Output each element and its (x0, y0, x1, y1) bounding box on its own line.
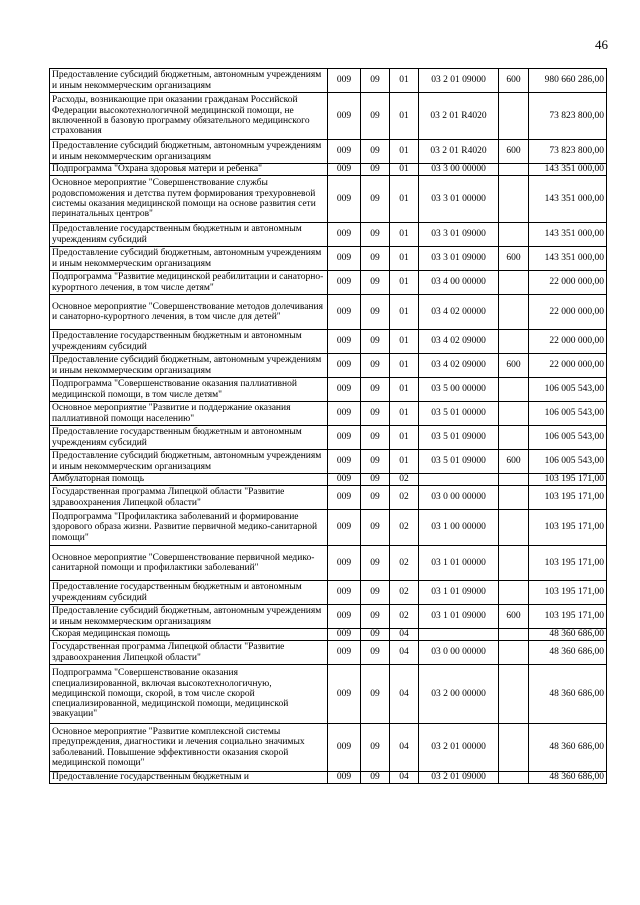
row-subsection: 01 (390, 378, 419, 402)
row-amount: 73 823 800,00 (529, 140, 607, 164)
row-name: Предоставление государственным бюджетным и автономным учреждениям субсидий (50, 223, 328, 247)
table-row (50, 581, 607, 605)
row-subsection: 01 (390, 354, 419, 378)
row-expense-type (499, 546, 529, 581)
row-section: 09 (361, 546, 390, 581)
table-row (50, 724, 607, 772)
row-ministry-code: 009 (328, 426, 361, 450)
row-name: Основное мероприятие "Развитие и поддержание оказания паллиативной помощи населению" (50, 402, 328, 426)
row-ministry-code: 009 (328, 450, 361, 474)
row-subsection: 01 (390, 402, 419, 426)
table-row (50, 772, 607, 784)
row-expense-type: 600 (499, 69, 529, 93)
row-ministry-code: 009 (328, 629, 361, 641)
row-amount: 143 351 000,00 (529, 223, 607, 247)
row-target-article: 03 5 01 00000 (419, 402, 499, 426)
row-target-article (419, 629, 499, 641)
row-expense-type (499, 629, 529, 641)
row-target-article: 03 2 01 R4020 (419, 140, 499, 164)
row-amount: 143 351 000,00 (529, 176, 607, 223)
row-amount: 48 360 686,00 (529, 724, 607, 772)
row-amount: 48 360 686,00 (529, 772, 607, 784)
row-subsection: 02 (390, 474, 419, 486)
row-subsection: 01 (390, 271, 419, 295)
row-name: Предоставление государственным бюджетным и автономным учреждениям субсидий (50, 330, 328, 354)
row-amount: 22 000 000,00 (529, 271, 607, 295)
row-target-article: 03 0 00 00000 (419, 641, 499, 665)
table-row (50, 295, 607, 330)
row-section: 09 (361, 605, 390, 629)
row-expense-type (499, 772, 529, 784)
row-ministry-code: 009 (328, 605, 361, 629)
row-amount: 22 000 000,00 (529, 330, 607, 354)
row-target-article: 03 3 01 09000 (419, 247, 499, 271)
row-target-article: 03 2 01 09000 (419, 69, 499, 93)
row-expense-type (499, 724, 529, 772)
row-amount: 22 000 000,00 (529, 354, 607, 378)
row-expense-type: 600 (499, 140, 529, 164)
row-subsection: 01 (390, 140, 419, 164)
row-target-article: 03 3 01 00000 (419, 176, 499, 223)
row-subsection: 01 (390, 93, 419, 140)
row-ministry-code: 009 (328, 330, 361, 354)
row-section: 09 (361, 176, 390, 223)
row-name: Подпрограмма "Совершенствование оказания паллиативной медицинской помощи, в том числе детям" (50, 378, 328, 402)
row-ministry-code: 009 (328, 665, 361, 724)
row-expense-type (499, 330, 529, 354)
row-target-article: 03 2 01 09000 (419, 772, 499, 784)
row-subsection: 04 (390, 772, 419, 784)
row-name: Подпрограмма "Развитие медицинской реабилитации и санаторно-курортного лечения, в том числе детям" (50, 271, 328, 295)
row-ministry-code: 009 (328, 378, 361, 402)
table-row (50, 510, 607, 546)
row-ministry-code: 009 (328, 581, 361, 605)
row-target-article: 03 4 02 09000 (419, 354, 499, 378)
row-subsection: 02 (390, 581, 419, 605)
row-ministry-code: 009 (328, 69, 361, 93)
row-ministry-code: 009 (328, 474, 361, 486)
row-name: Предоставление субсидий бюджетным, автономным учреждениям и иным некоммерческим организациям (50, 605, 328, 629)
table-row (50, 354, 607, 378)
row-amount: 106 005 543,00 (529, 402, 607, 426)
row-amount: 103 195 171,00 (529, 546, 607, 581)
row-name: Предоставление государственным бюджетным и автономным учреждениям субсидий (50, 426, 328, 450)
row-subsection: 01 (390, 426, 419, 450)
row-expense-type (499, 581, 529, 605)
budget-table (49, 68, 607, 784)
row-section: 09 (361, 402, 390, 426)
row-section: 09 (361, 724, 390, 772)
row-name: Скорая медицинская помощь (50, 629, 328, 641)
row-section: 09 (361, 247, 390, 271)
row-section: 09 (361, 486, 390, 510)
row-name: Предоставление субсидий бюджетным, автономным учреждениям и иным некоммерческим организациям (50, 247, 328, 271)
row-subsection: 01 (390, 330, 419, 354)
row-amount: 143 351 000,00 (529, 247, 607, 271)
row-expense-type: 600 (499, 605, 529, 629)
row-name: Предоставление субсидий бюджетным, автономным учреждениям и иным некоммерческим организациям (50, 69, 328, 93)
row-subsection: 02 (390, 486, 419, 510)
row-amount: 106 005 543,00 (529, 378, 607, 402)
row-target-article: 03 1 01 09000 (419, 605, 499, 629)
row-subsection: 01 (390, 69, 419, 93)
row-expense-type (499, 426, 529, 450)
row-ministry-code: 009 (328, 223, 361, 247)
row-ministry-code: 009 (328, 247, 361, 271)
row-amount: 103 195 171,00 (529, 474, 607, 486)
row-amount: 48 360 686,00 (529, 641, 607, 665)
row-name: Основное мероприятие "Совершенствование службы родовспоможения и детства путем формирования трехуровневой системы оказания медицинской помощи на основе развития сети перинатальных центров" (50, 176, 328, 223)
row-section: 09 (361, 629, 390, 641)
row-name: Государственная программа Липецкой области "Развитие здравоохранения Липецкой области" (50, 641, 328, 665)
row-ministry-code: 009 (328, 93, 361, 140)
row-expense-type: 600 (499, 450, 529, 474)
row-ministry-code: 009 (328, 295, 361, 330)
row-target-article: 03 0 00 00000 (419, 486, 499, 510)
row-subsection: 01 (390, 247, 419, 271)
row-expense-type (499, 486, 529, 510)
row-ministry-code: 009 (328, 176, 361, 223)
row-section: 09 (361, 450, 390, 474)
table-row (50, 641, 607, 665)
row-name: Расходы, возникающие при оказании гражданам Российской Федерации высокотехнологичной медицинской помощи, не включенной в базовую программу обязательного медицинского страхования (50, 93, 328, 140)
table-row (50, 164, 607, 176)
table-row (50, 378, 607, 402)
table-row (50, 330, 607, 354)
row-expense-type (499, 378, 529, 402)
row-amount: 106 005 543,00 (529, 450, 607, 474)
table-row (50, 271, 607, 295)
row-section: 09 (361, 93, 390, 140)
row-subsection: 04 (390, 724, 419, 772)
row-target-article: 03 5 00 00000 (419, 378, 499, 402)
row-ministry-code: 009 (328, 641, 361, 665)
row-section: 09 (361, 330, 390, 354)
row-amount: 103 195 171,00 (529, 510, 607, 546)
row-ministry-code: 009 (328, 724, 361, 772)
row-name: Предоставление государственным бюджетным и автономным учреждениям субсидий (50, 581, 328, 605)
row-section: 09 (361, 354, 390, 378)
row-target-article: 03 3 00 00000 (419, 164, 499, 176)
row-expense-type (499, 164, 529, 176)
table-row (50, 486, 607, 510)
row-subsection: 01 (390, 176, 419, 223)
table-row (50, 426, 607, 450)
row-target-article: 03 4 02 09000 (419, 330, 499, 354)
row-target-article: 03 2 01 00000 (419, 724, 499, 772)
row-name: Подпрограмма "Профилактика заболеваний и формирование здорового образа жизни. Развитие первичной медико-санитарной помощи" (50, 510, 328, 546)
row-ministry-code: 009 (328, 486, 361, 510)
row-subsection: 04 (390, 665, 419, 724)
row-target-article: 03 1 00 00000 (419, 510, 499, 546)
row-ministry-code: 009 (328, 164, 361, 176)
row-amount: 106 005 543,00 (529, 426, 607, 450)
row-amount: 143 351 000,00 (529, 164, 607, 176)
row-amount: 103 195 171,00 (529, 486, 607, 510)
table-row (50, 93, 607, 140)
row-section: 09 (361, 378, 390, 402)
row-ministry-code: 009 (328, 402, 361, 426)
row-name: Основное мероприятие "Совершенствование методов долечивания и санаторно-курортного лечения, в том числе для детей" (50, 295, 328, 330)
table-row (50, 546, 607, 581)
row-section: 09 (361, 641, 390, 665)
row-section: 09 (361, 164, 390, 176)
row-ministry-code: 009 (328, 546, 361, 581)
row-amount: 48 360 686,00 (529, 665, 607, 724)
row-expense-type: 600 (499, 354, 529, 378)
row-expense-type (499, 295, 529, 330)
row-target-article: 03 2 00 00000 (419, 665, 499, 724)
row-ministry-code: 009 (328, 354, 361, 378)
row-section: 09 (361, 772, 390, 784)
row-target-article: 03 5 01 09000 (419, 426, 499, 450)
row-expense-type (499, 402, 529, 426)
row-target-article: 03 1 01 09000 (419, 581, 499, 605)
row-amount: 22 000 000,00 (529, 295, 607, 330)
row-section: 09 (361, 474, 390, 486)
table-row (50, 474, 607, 486)
row-expense-type (499, 271, 529, 295)
row-section: 09 (361, 581, 390, 605)
row-amount: 980 660 286,00 (529, 69, 607, 93)
row-expense-type (499, 641, 529, 665)
row-subsection: 01 (390, 295, 419, 330)
row-section: 09 (361, 295, 390, 330)
row-subsection: 02 (390, 546, 419, 581)
row-name: Государственная программа Липецкой области "Развитие здравоохранения Липецкой области" (50, 486, 328, 510)
row-target-article: 03 1 01 00000 (419, 546, 499, 581)
table-row (50, 69, 607, 93)
row-section: 09 (361, 426, 390, 450)
row-section: 09 (361, 665, 390, 724)
row-target-article: 03 2 01 R4020 (419, 93, 499, 140)
row-expense-type (499, 93, 529, 140)
row-section: 09 (361, 140, 390, 164)
table-row (50, 223, 607, 247)
row-name: Основное мероприятие "Совершенствование первичной медико-санитарной помощи и профилактики заболеваний" (50, 546, 328, 581)
row-subsection: 01 (390, 223, 419, 247)
row-subsection: 01 (390, 450, 419, 474)
row-amount: 103 195 171,00 (529, 605, 607, 629)
row-expense-type (499, 474, 529, 486)
row-name: Подпрограмма "Совершенствование оказания специализированной, включая высокотехнологичную, медицинской помощи, скорой, в том числе скорой специализированной, медицинской помощи, медицинской эвакуации" (50, 665, 328, 724)
row-section: 09 (361, 69, 390, 93)
row-subsection: 01 (390, 164, 419, 176)
row-expense-type (499, 665, 529, 724)
table-body (50, 69, 607, 784)
row-target-article: 03 3 01 09000 (419, 223, 499, 247)
row-ministry-code: 009 (328, 510, 361, 546)
row-expense-type (499, 223, 529, 247)
row-amount: 103 195 171,00 (529, 581, 607, 605)
row-section: 09 (361, 223, 390, 247)
table-row (50, 140, 607, 164)
row-subsection: 04 (390, 629, 419, 641)
row-target-article (419, 474, 499, 486)
row-name: Предоставление субсидий бюджетным, автономным учреждениям и иным некоммерческим организациям (50, 354, 328, 378)
table-row (50, 176, 607, 223)
table-row (50, 665, 607, 724)
row-subsection: 04 (390, 641, 419, 665)
row-section: 09 (361, 510, 390, 546)
table-row (50, 605, 607, 629)
row-name: Основное мероприятие "Развитие комплексной системы предупреждения, диагностики и лечения социально значимых заболеваний. Повышение эффективности оказания скорой медицинской помощи" (50, 724, 328, 772)
row-subsection: 02 (390, 510, 419, 546)
row-name: Предоставление государственным бюджетным и (50, 772, 328, 784)
table-row (50, 629, 607, 641)
row-ministry-code: 009 (328, 772, 361, 784)
table-row (50, 247, 607, 271)
row-expense-type (499, 510, 529, 546)
row-target-article: 03 5 01 09000 (419, 450, 499, 474)
row-amount: 73 823 800,00 (529, 93, 607, 140)
row-ministry-code: 009 (328, 271, 361, 295)
row-section: 09 (361, 271, 390, 295)
row-expense-type: 600 (499, 247, 529, 271)
table-row (50, 450, 607, 474)
row-name: Подпрограмма "Охрана здоровья матери и ребенка" (50, 164, 328, 176)
row-name: Предоставление субсидий бюджетным, автономным учреждениям и иным некоммерческим организациям (50, 450, 328, 474)
row-amount: 48 360 686,00 (529, 629, 607, 641)
table-row (50, 402, 607, 426)
row-expense-type (499, 176, 529, 223)
row-name: Предоставление субсидий бюджетным, автономным учреждениям и иным некоммерческим организациям (50, 140, 328, 164)
row-subsection: 02 (390, 605, 419, 629)
row-name: Амбулаторная помощь (50, 474, 328, 486)
row-target-article: 03 4 00 00000 (419, 271, 499, 295)
page-number: 46 (595, 37, 608, 52)
row-target-article: 03 4 02 00000 (419, 295, 499, 330)
row-ministry-code: 009 (328, 140, 361, 164)
